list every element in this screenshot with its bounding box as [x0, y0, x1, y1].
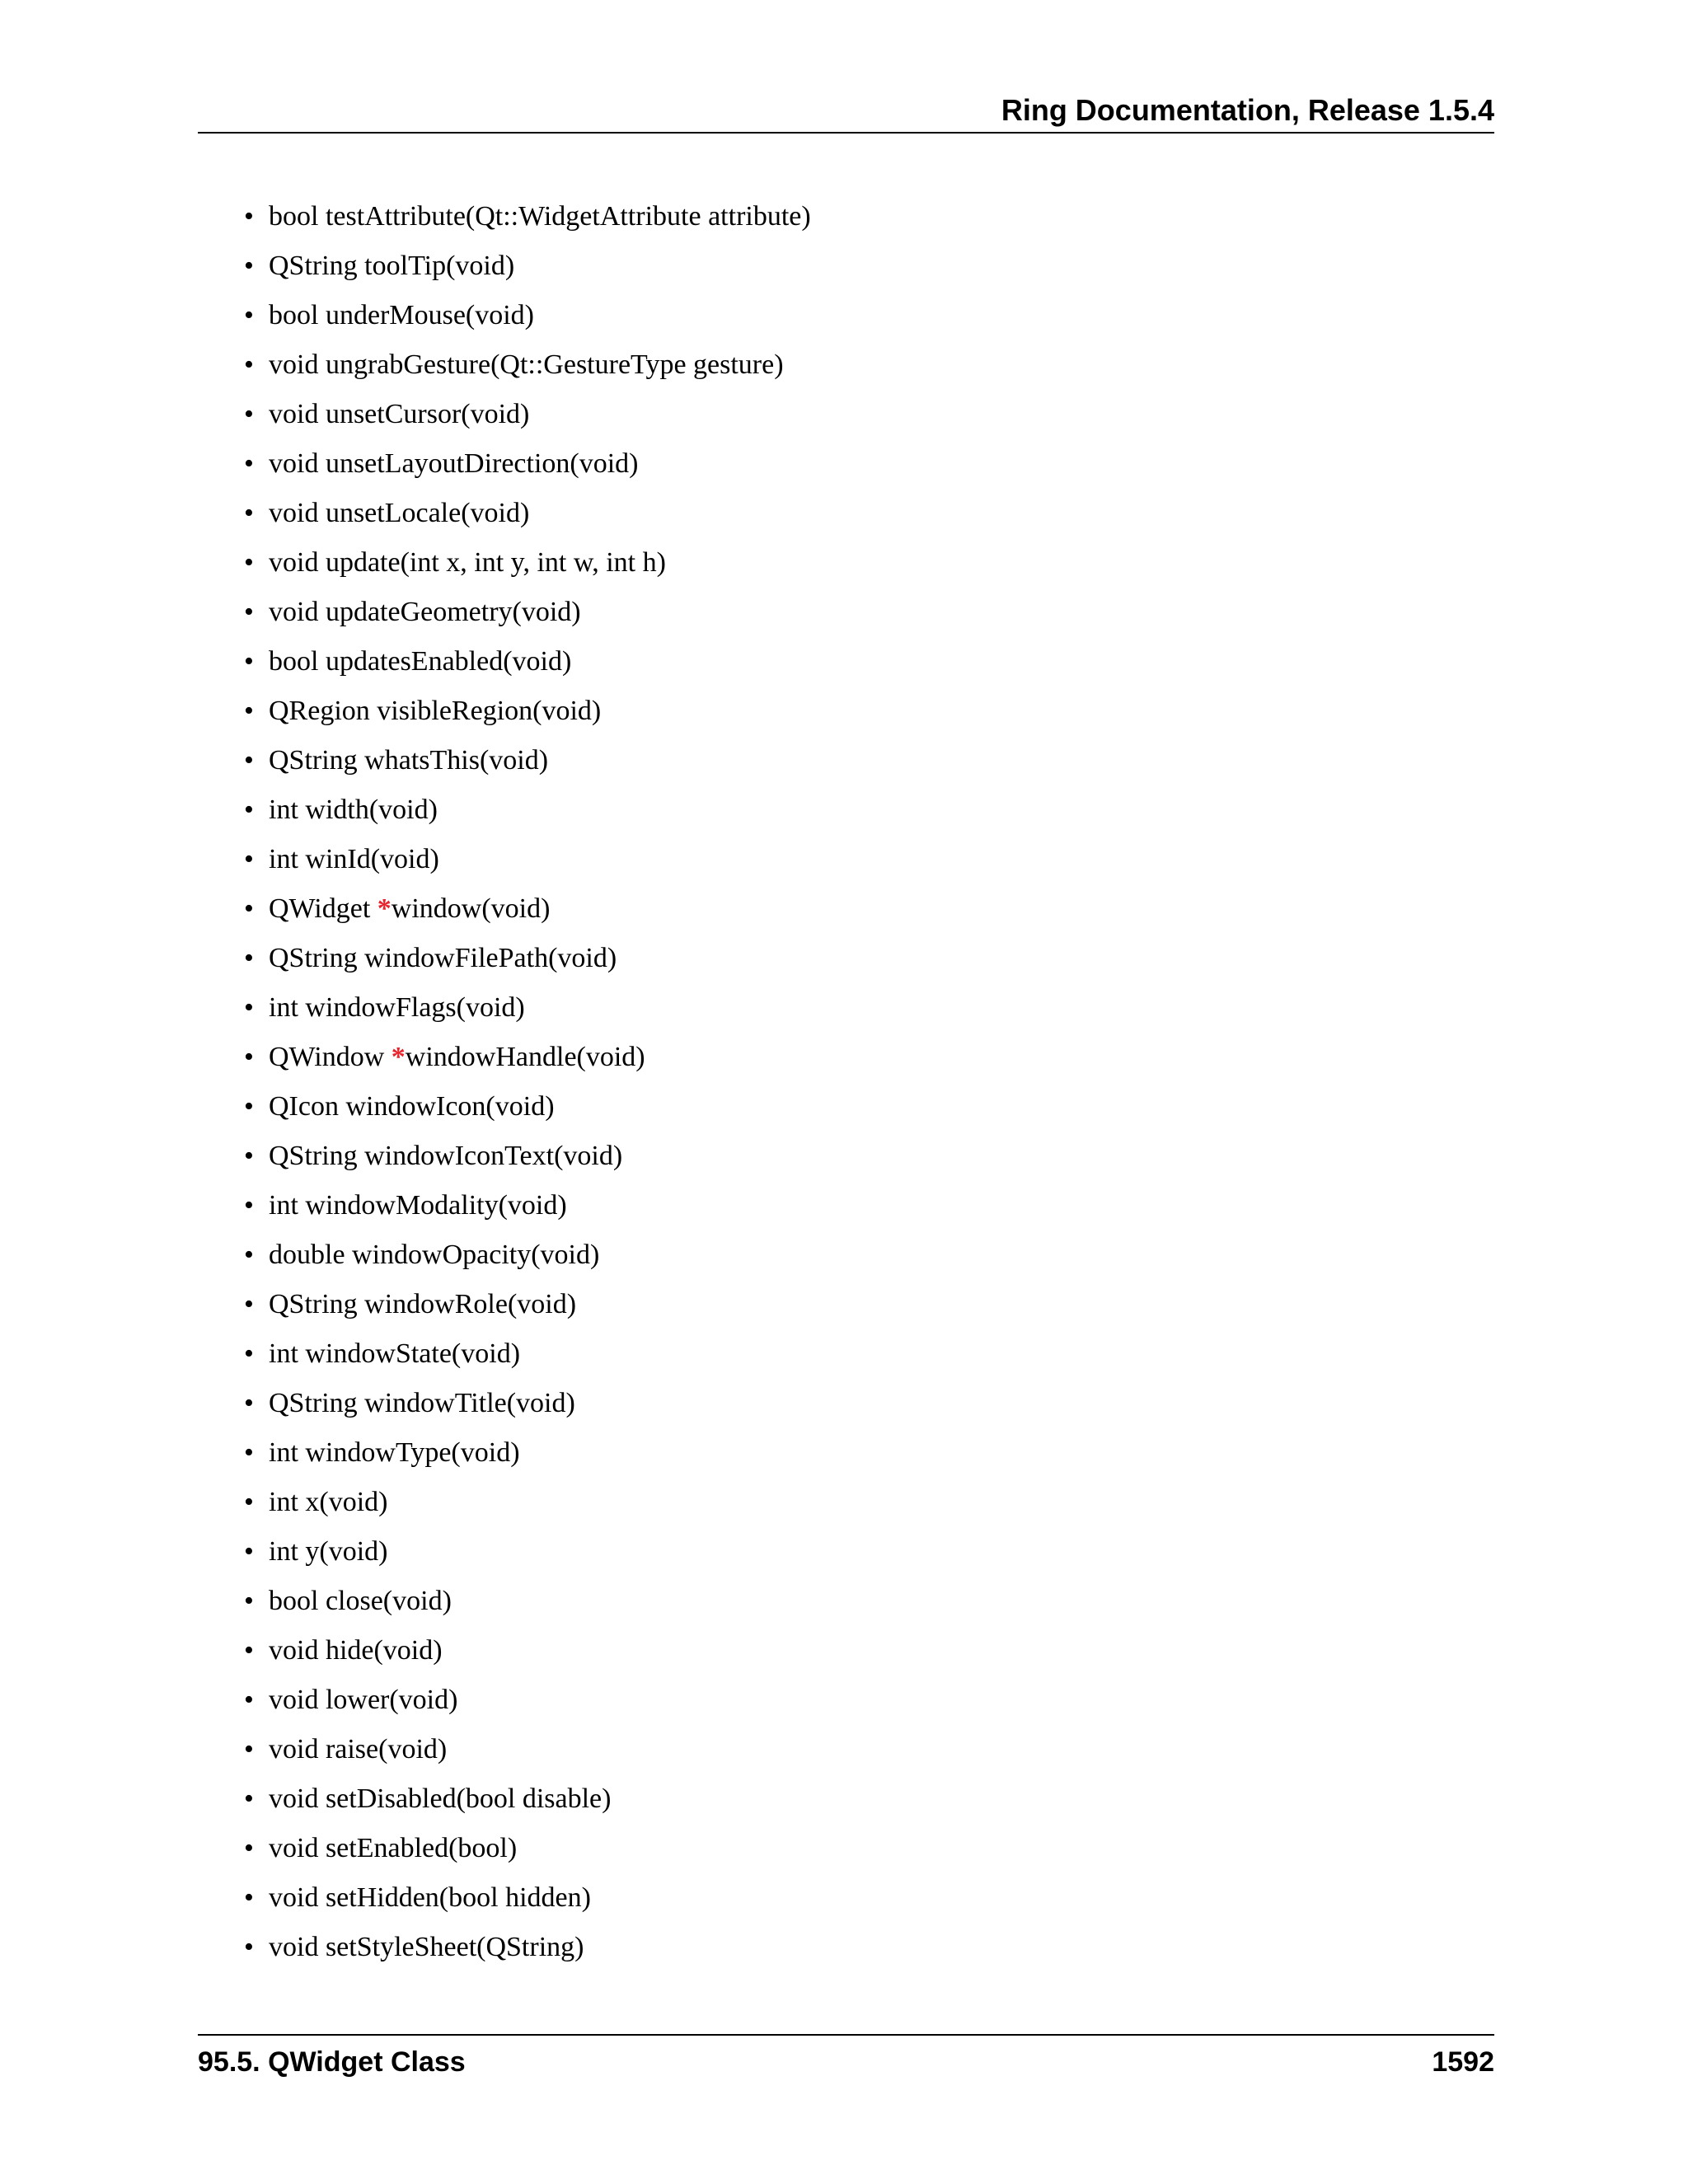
method-signature: void hide(void): [269, 1635, 443, 1666]
bullet-icon: •: [244, 547, 254, 578]
list-item: [244, 1732, 811, 1781]
method-signature: QString windowIconText(void): [269, 1141, 623, 1171]
list-item: [244, 891, 811, 940]
list-item: [244, 990, 811, 1039]
list-item: [244, 446, 811, 495]
bullet-icon: •: [244, 646, 254, 677]
method-signature: int x(void): [269, 1487, 388, 1517]
method-signature: void setDisabled(bool disable): [269, 1783, 612, 1814]
method-signature: QIcon windowIcon(void): [269, 1091, 555, 1122]
bullet-icon: •: [244, 1783, 254, 1814]
method-signature: int width(void): [269, 794, 438, 825]
bullet-icon: •: [244, 1437, 254, 1468]
method-signature: int y(void): [269, 1536, 388, 1567]
bullet-icon: •: [244, 1091, 254, 1122]
bullet-icon: •: [244, 1734, 254, 1765]
bullet-icon: •: [244, 794, 254, 825]
list-item: [244, 1385, 811, 1435]
bullet-icon: •: [244, 1833, 254, 1863]
bullet-icon: •: [244, 597, 254, 627]
list-item: [244, 1188, 811, 1237]
list-item: [244, 1583, 811, 1633]
method-signature: bool updatesEnabled(void): [269, 646, 572, 677]
method-signature: void update(int x, int y, int w, int h): [269, 547, 666, 578]
list-item: [244, 693, 811, 743]
list-item: [244, 1089, 811, 1138]
bullet-icon: •: [244, 1635, 254, 1666]
list-item: [244, 495, 811, 545]
method-signature: bool underMouse(void): [269, 300, 535, 330]
method-signature: void unsetCursor(void): [269, 399, 530, 429]
method-signature: QWindow: [269, 1042, 392, 1072]
method-signature: QString windowRole(void): [269, 1289, 577, 1319]
document-title: Ring Documentation, Release 1.5.4: [1001, 93, 1494, 127]
pointer-star: *: [377, 893, 392, 924]
list-item: [244, 1484, 811, 1534]
bullet-icon: •: [244, 1042, 254, 1072]
page-number: 1592: [1432, 2046, 1494, 2078]
method-signature: void updateGeometry(void): [269, 597, 581, 627]
method-signature: int windowModality(void): [269, 1190, 567, 1221]
list-item: [244, 1138, 811, 1188]
method-signature-rest: windowHandle(void): [405, 1042, 645, 1072]
list-item: [244, 940, 811, 990]
bullet-icon: •: [244, 943, 254, 973]
list-item: [244, 199, 811, 248]
bullet-icon: •: [244, 1338, 254, 1369]
method-signature: void ungrabGesture(Qt::GestureType gesture): [269, 349, 784, 380]
list-item: [244, 1039, 811, 1089]
method-signature: int windowFlags(void): [269, 992, 525, 1023]
method-signature: QRegion visibleRegion(void): [269, 696, 602, 726]
section-title: 95.5. QWidget Class: [198, 2046, 466, 2078]
list-item: [244, 396, 811, 446]
list-item: [244, 1781, 811, 1830]
list-item: [244, 1880, 811, 1929]
list-item: [244, 298, 811, 347]
bullet-icon: •: [244, 349, 254, 380]
list-item: [244, 1237, 811, 1286]
bullet-icon: •: [244, 844, 254, 874]
list-item: [244, 743, 811, 792]
pointer-star: *: [391, 1042, 406, 1072]
method-signature: void setEnabled(bool): [269, 1833, 518, 1863]
bullet-icon: •: [244, 399, 254, 429]
list-item: [244, 792, 811, 841]
method-signature: QString toolTip(void): [269, 251, 515, 281]
list-item: [244, 1435, 811, 1484]
bullet-icon: •: [244, 1240, 254, 1270]
method-signature: bool close(void): [269, 1586, 452, 1616]
bullet-icon: •: [244, 1536, 254, 1567]
bullet-icon: •: [244, 201, 254, 232]
bullet-icon: •: [244, 1586, 254, 1616]
page-header: [198, 92, 1494, 134]
bullet-icon: •: [244, 251, 254, 281]
method-signature: void setHidden(bool hidden): [269, 1882, 591, 1913]
list-item: [244, 1336, 811, 1385]
bullet-icon: •: [244, 448, 254, 479]
bullet-icon: •: [244, 300, 254, 330]
bullet-icon: •: [244, 1141, 254, 1171]
list-item: [244, 841, 811, 891]
method-signature: int windowState(void): [269, 1338, 521, 1369]
bullet-icon: •: [244, 1882, 254, 1913]
method-signature: double windowOpacity(void): [269, 1240, 600, 1270]
bullet-icon: •: [244, 893, 254, 924]
bullet-icon: •: [244, 1190, 254, 1221]
bullet-icon: •: [244, 1388, 254, 1418]
method-signature: void unsetLocale(void): [269, 498, 530, 528]
bullet-icon: •: [244, 1289, 254, 1319]
bullet-icon: •: [244, 745, 254, 776]
method-signature: QString whatsThis(void): [269, 745, 549, 776]
method-signature: int winId(void): [269, 844, 439, 874]
list-item: [244, 1286, 811, 1336]
list-item: [244, 644, 811, 693]
list-item: [244, 545, 811, 594]
page-footer: [198, 2034, 1494, 2078]
bullet-icon: •: [244, 992, 254, 1023]
method-signature-rest: window(void): [391, 893, 551, 924]
list-item: [244, 1682, 811, 1732]
method-signature: int windowType(void): [269, 1437, 520, 1468]
method-signature: void unsetLayoutDirection(void): [269, 448, 639, 479]
method-signature: QString windowTitle(void): [269, 1388, 575, 1418]
bullet-icon: •: [244, 1487, 254, 1517]
method-list: [244, 199, 811, 1979]
list-item: [244, 594, 811, 644]
list-item: [244, 347, 811, 396]
list-item: [244, 1534, 811, 1583]
list-item: [244, 1929, 811, 1979]
list-item: [244, 248, 811, 298]
method-signature: void raise(void): [269, 1734, 448, 1765]
method-signature: void lower(void): [269, 1685, 458, 1715]
bullet-icon: •: [244, 696, 254, 726]
method-signature: QWidget: [269, 893, 377, 924]
bullet-icon: •: [244, 1932, 254, 1962]
method-signature: QString windowFilePath(void): [269, 943, 617, 973]
bullet-icon: •: [244, 1685, 254, 1715]
method-signature: bool testAttribute(Qt::WidgetAttribute attribute): [269, 201, 811, 232]
list-item: [244, 1830, 811, 1880]
bullet-icon: •: [244, 498, 254, 528]
list-item: [244, 1633, 811, 1682]
method-signature: void setStyleSheet(QString): [269, 1932, 584, 1962]
